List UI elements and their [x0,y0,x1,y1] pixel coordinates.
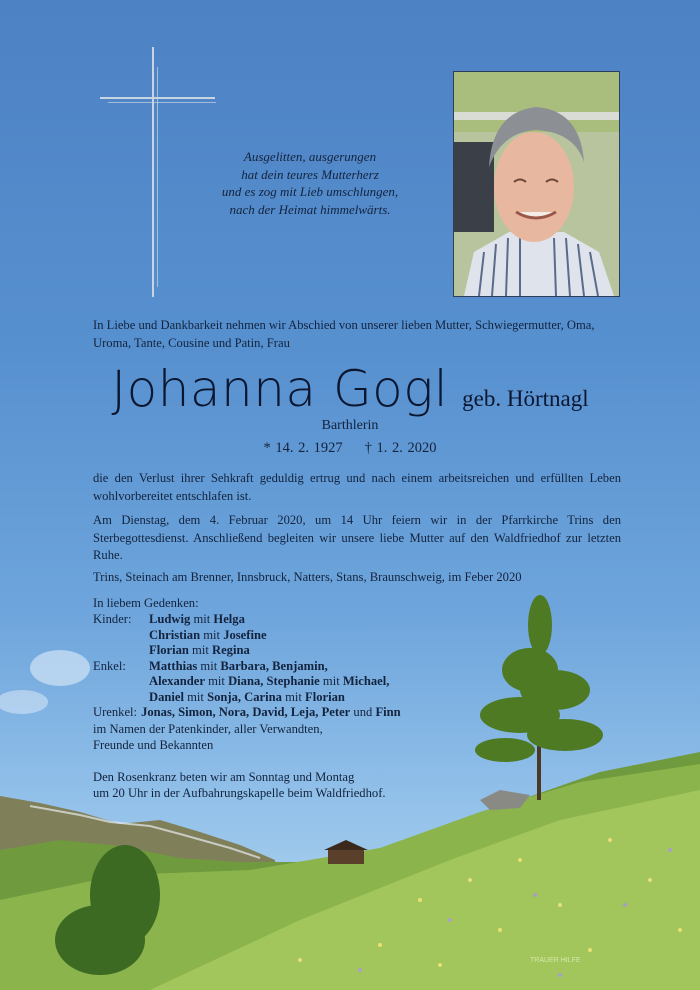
child-name: Christian [149,627,201,642]
partner-name: Josefine [223,627,267,642]
family-tail-line: im Namen der Patenkinder, aller Verwandten, [93,722,323,736]
family-tail [93,722,323,753]
memory-heading: In liebem Gedenken: [93,596,199,610]
deceased-name: Johanna Gogl [111,360,449,418]
death-date: † 1. 2. 2020 [364,440,437,456]
child-name: Florian [149,643,189,657]
family-tail-line: Freunde und Bekannten [93,737,214,752]
great-grandchild-name: Finn [375,705,401,719]
connector: mit [200,627,224,642]
family-row [93,643,401,659]
grandchild-name: Matthias [149,658,198,673]
name-line [0,360,700,418]
rosary-notice [93,770,386,801]
connector: mit [281,689,306,704]
grandchild-names: Diana, Stephanie [228,674,320,688]
poem [175,148,445,218]
child-name: Ludwig [149,612,191,626]
grandchild-names: Barbara, Benjamin, [220,658,328,673]
partner-name: Regina [211,643,250,657]
paragraph-places: Trins, Steinach am Brenner, Innsbruck, Natters, Stans, Braunschweig, im Feber 2020 [93,570,522,584]
family-row [93,705,401,721]
partner-name: Michael, [342,674,390,688]
family-row [93,674,401,690]
poem-line: Ausgelitten, ausgerungen [243,149,377,164]
children-label: Kinder: [93,612,132,626]
great-grandchildren-label: Urenkel: [93,705,138,719]
rosary-line: Den Rosenkranz beten wir am Sonntag und Montag [93,770,355,784]
grandchild-name: Daniel [149,689,184,704]
connector: mit [204,674,229,688]
poem-line: und es zog mit Lieb umschlungen, [221,184,399,199]
connector: mit [190,612,214,626]
partner-name: Florian [305,689,345,704]
footer-credit: TRAUER HILFE [530,957,581,964]
family-row [93,612,401,628]
life-dates [0,440,700,457]
poem-line: nach der Heimat himmelwärts. [229,201,391,217]
great-grandchildren-names: Jonas, Simon, Nora, David, Leja, Peter [141,705,351,719]
family-row [93,628,401,644]
connector: mit [319,674,343,688]
family-list [93,612,401,721]
connector: mit [183,689,208,704]
portrait-photo [453,71,620,297]
paragraph-funeral: Am Dienstag, dem 4. Februar 2020, um 14 Uhr feiern wir in der Pfarrkirche Trins den Sterbegottesdienst. Anschließend begleiten wir unsere liebe Mutter auf den Waldfriedhof zur letzten Ruhe. [93,513,621,562]
birth-date: * 14. 2. 1927 [263,440,343,456]
family-row [93,659,401,675]
poem-line: hat dein teures Mutterherz [241,166,379,182]
house-name: Barthlerin [321,418,379,433]
grandchildren-label: Enkel: [93,658,126,673]
family-row [93,690,401,706]
birth-name: geb. Hörtnagl [462,386,589,411]
partner-name: Helga [213,612,245,626]
grandchild-name: Alexander [149,674,205,688]
connector: mit [188,643,212,657]
grandchild-names: Sonja, Carina [207,689,282,704]
connector: mit [197,658,221,673]
rosary-line: um 20 Uhr in der Aufbahrungskapelle beim Waldfriedhof. [93,785,386,800]
paragraph-life: die den Verlust ihrer Sehkraft geduldig ertrug und nach einem arbeitsreichen und erfüllten Leben wohlvorbereitet entschlafen ist. [93,471,621,503]
connector: und [350,705,376,719]
intro-text: In Liebe und Dankbarkeit nehmen wir Abschied von unserer lieben Mutter, Schwiegermutter, Oma, Uroma, Tante, Cousine und Patin, Frau [93,318,595,350]
